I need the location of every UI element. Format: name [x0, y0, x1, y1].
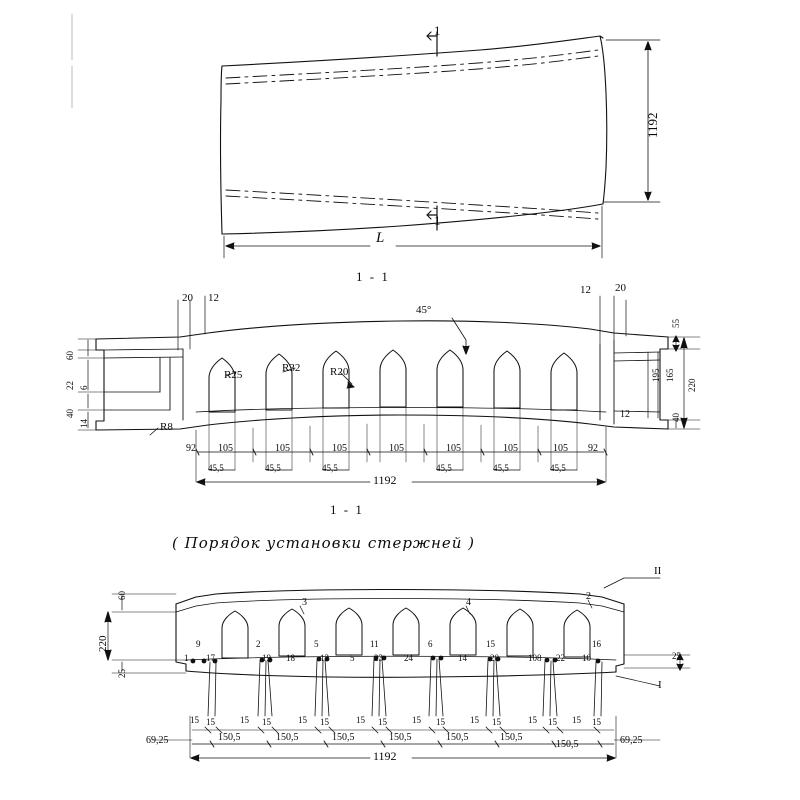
- dim-web-105-6: 105: [503, 443, 518, 454]
- radius-r20: R20: [330, 366, 349, 378]
- dim-right-40: 40: [671, 413, 681, 422]
- rebar-mark-5a: 5: [314, 639, 319, 649]
- rebar-mark-15: 15: [486, 639, 495, 649]
- rebar-mark-13: 13: [320, 653, 329, 663]
- rebar-mark-19: 19: [262, 653, 271, 663]
- rebar-mark-5b: 5: [350, 653, 355, 663]
- section-title-1-1-bottom: 1 - 1: [330, 502, 364, 517]
- rebar-dim-6925-left: 69,25: [146, 735, 169, 746]
- dim-right-55: 55: [671, 319, 681, 328]
- rebar-mark-108: 108: [528, 653, 542, 663]
- dim-void-455-5: 45,5: [493, 463, 509, 473]
- rebar-dim-15-12: 15: [492, 717, 501, 727]
- dim-void-455-4: 45,5: [436, 463, 452, 473]
- rebar-dim-15-2: 15: [206, 717, 215, 727]
- rebar-mark-top-2: 2: [586, 591, 591, 602]
- rebar-dim-15-1: 15: [190, 715, 199, 725]
- rebar-dim-15-14: 15: [548, 717, 557, 727]
- dim-void-455-1: 45,5: [208, 463, 224, 473]
- rebar-mark-2: 2: [256, 639, 261, 649]
- plan-length-dimension: L: [376, 230, 385, 246]
- plan-height-dimension: 1192: [645, 112, 660, 138]
- rebar-mark-24: 24: [404, 653, 413, 663]
- rebar-mark-14: 14: [458, 653, 467, 663]
- dim-top-right-20: 20: [615, 282, 626, 294]
- rebar-dim-left-220: 220: [97, 635, 109, 652]
- rebar-dim-1505-4: 150,5: [389, 732, 412, 743]
- dim-top-left-20: 20: [182, 292, 193, 304]
- rebar-mark-17: 17: [206, 653, 215, 663]
- axis-label-ii: II: [654, 565, 662, 577]
- rebar-dim-6925-right: 69,25: [620, 735, 643, 746]
- dim-web-105-1: 105: [218, 443, 233, 454]
- rebar-mark-6: 6: [428, 639, 433, 649]
- dim-left-40: 40: [65, 409, 75, 418]
- dim-overall-1192-section: 1192: [373, 473, 397, 487]
- rebar-dim-15-15: 15: [572, 715, 581, 725]
- angle-note-45: 45°: [416, 304, 432, 316]
- dim-web-92-right: 92: [588, 443, 598, 454]
- dim-left-6: 6: [79, 385, 89, 390]
- radius-r25: R25: [224, 369, 243, 381]
- rebar-mark-10: 10: [582, 653, 591, 663]
- rebar-mark-top-4: 4: [466, 597, 471, 608]
- dim-right-220: 220: [687, 378, 697, 392]
- rebar-dim-15-9: 15: [412, 715, 421, 725]
- rebar-dim-1505-5: 150,5: [446, 732, 469, 743]
- dim-top-right-12: 12: [580, 284, 591, 296]
- rebar-dim-15-13: 15: [528, 715, 537, 725]
- rebar-dim-1505-6: 150,5: [500, 732, 523, 743]
- dim-web-105-3: 105: [332, 443, 347, 454]
- rebar-dim-15-3: 15: [240, 715, 249, 725]
- dim-left-22: 22: [65, 381, 75, 390]
- dim-web-105-5: 105: [446, 443, 461, 454]
- rebar-dim-15-10: 15: [436, 717, 445, 727]
- rebar-mark-20: 20: [490, 653, 499, 663]
- rebar-dim-1505-3: 150,5: [332, 732, 355, 743]
- rebar-dim-1505-1: 150,5: [218, 732, 241, 743]
- rebar-mark-22: 22: [556, 653, 565, 663]
- dim-right-195: 195: [651, 368, 661, 382]
- dim-top-left-12: 12: [208, 292, 219, 304]
- radius-r8: R8: [160, 421, 173, 433]
- rebar-mark-18: 18: [286, 653, 295, 663]
- dim-left-60: 60: [65, 351, 75, 360]
- dim-void-455-2: 45,5: [265, 463, 281, 473]
- dim-right-165: 165: [665, 368, 675, 382]
- dim-void-455-3: 45,5: [322, 463, 338, 473]
- section-title-1-1-top: 1 - 1: [356, 269, 390, 284]
- axis-label-i: I: [658, 679, 662, 691]
- rebar-dim-15-6: 15: [320, 717, 329, 727]
- rebar-mark-23: 23: [374, 653, 383, 663]
- rebar-dim-15-7: 15: [356, 715, 365, 725]
- rebar-dim-15-4: 15: [262, 717, 271, 727]
- rebar-section-caption: ( Порядок установки стержней ): [172, 534, 476, 552]
- dim-left-14: 14: [79, 419, 89, 428]
- dim-web-92-left: 92: [186, 443, 196, 454]
- rebar-mark-16: 16: [592, 639, 601, 649]
- rebar-mark-1: 1: [184, 653, 189, 663]
- dim-web-105-4: 105: [389, 443, 404, 454]
- rebar-dim-1505-7: 150,5: [556, 739, 579, 750]
- rebar-dim-left-25: 25: [117, 669, 127, 678]
- dim-void-455-6: 45,5: [550, 463, 566, 473]
- dim-web-105-7: 105: [553, 443, 568, 454]
- section-mark-top-1: 1: [434, 23, 441, 38]
- section-mark-bottom-1: 1: [434, 213, 441, 228]
- rebar-mark-top-3: 3: [302, 597, 307, 608]
- rebar-dim-1505-2: 150,5: [276, 732, 299, 743]
- rebar-mark-11: 11: [370, 639, 379, 649]
- rebar-dim-15-16: 15: [592, 717, 601, 727]
- rebar-dim-15-11: 15: [470, 715, 479, 725]
- rebar-dim-15-8: 15: [378, 717, 387, 727]
- dim-web-105-2: 105: [275, 443, 290, 454]
- rebar-dim-right-25: 25: [672, 651, 681, 661]
- rebar-dim-overall-1192: 1192: [373, 749, 397, 763]
- rebar-dim-left-60: 60: [117, 591, 127, 600]
- dim-right-12: 12: [620, 409, 630, 420]
- rebar-mark-9: 9: [196, 639, 201, 649]
- radius-r32: R32: [282, 362, 301, 374]
- rebar-dim-15-5: 15: [298, 715, 307, 725]
